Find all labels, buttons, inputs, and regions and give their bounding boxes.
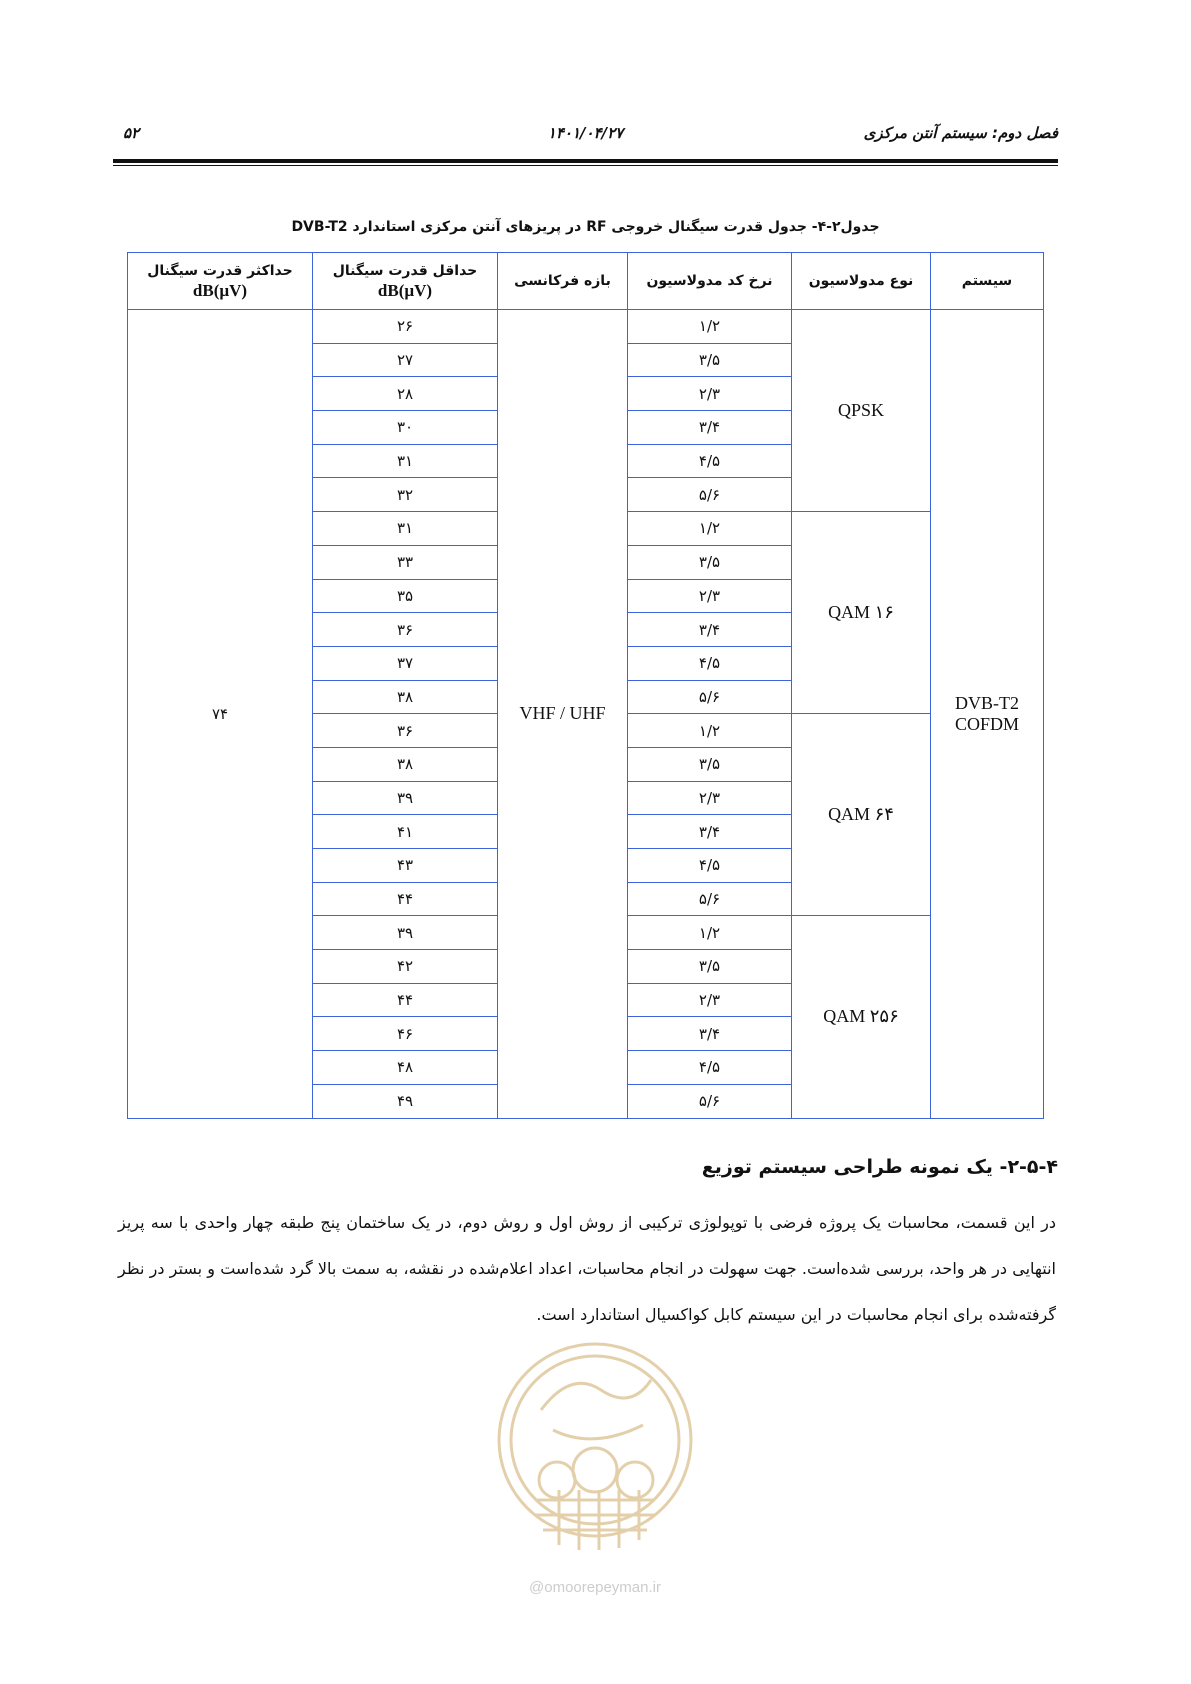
min-power-cell: ۳۹ bbox=[313, 781, 498, 815]
min-power-cell: ۳۳ bbox=[313, 545, 498, 579]
code-rate-cell: ۳/۵ bbox=[628, 747, 792, 781]
min-power-cell: ۳۸ bbox=[313, 680, 498, 714]
signal-power-table bbox=[127, 252, 1044, 1119]
header-rule-thick bbox=[113, 159, 1058, 163]
min-power-cell: ۳۱ bbox=[313, 444, 498, 478]
body-paragraph: در این قسمت، محاسبات یک پروژه فرضی با توپولوژی ترکیبی از روش اول و روش دوم، در یک ساختمان پنج طبقه چهار واحدی با سه پریز انتهایی در هر واحد، بررسی شده‌است. جهت سهولت در انجام محاسبات، اعداد اعلام‌شده در نقشه، به سمت بالا گرد شده‌است و بستر در نظر گرفته‌شده برای انجام محاسبات در این سیستم کابل کواکسیال استاندارد است. bbox=[118, 1213, 1056, 1324]
omoorepeyman-watermark-logo bbox=[483, 1330, 707, 1610]
section-title: ۲-۵-۴- یک نمونه طراحی سیستم توزیع bbox=[701, 1156, 1058, 1178]
scales-icon bbox=[539, 1462, 575, 1498]
code-rate-cell: ۴/۵ bbox=[628, 1051, 792, 1085]
modulation-cell: QPSK bbox=[792, 310, 931, 512]
code-rate-cell: ۳/۵ bbox=[628, 343, 792, 377]
min-power-cell: ۲۷ bbox=[313, 343, 498, 377]
header-code-rate: نرخ کد مدولاسیون bbox=[628, 253, 792, 310]
code-rate-cell: ۲/۳ bbox=[628, 781, 792, 815]
page-number: ۵۲ bbox=[123, 124, 140, 142]
code-rate-cell: ۳/۴ bbox=[628, 613, 792, 647]
code-rate-cell: ۴/۵ bbox=[628, 646, 792, 680]
header-min-power: حداقل قدرت سیگنال dB(µV) bbox=[313, 253, 498, 310]
page-header bbox=[113, 124, 1058, 148]
min-power-cell: ۴۸ bbox=[313, 1051, 498, 1085]
min-power-cell: ۳۲ bbox=[313, 478, 498, 512]
min-power-cell: ۴۶ bbox=[313, 1017, 498, 1051]
header-rule-thin bbox=[113, 165, 1058, 166]
max-power-cell: ۷۴ bbox=[128, 310, 313, 1119]
header-date: ۱۴۰۱/۰۴/۲۷ bbox=[547, 124, 624, 142]
watermark-script-stroke bbox=[541, 1380, 651, 1410]
frequency-range-cell: VHF / UHF bbox=[498, 310, 628, 1119]
header-max-power: حداکثر قدرت سیگنال dB(µV) bbox=[128, 253, 313, 310]
code-rate-cell: ۱/۲ bbox=[628, 310, 792, 344]
code-rate-cell: ۵/۶ bbox=[628, 1084, 792, 1118]
code-rate-cell: ۱/۲ bbox=[628, 916, 792, 950]
code-rate-cell: ۵/۶ bbox=[628, 680, 792, 714]
header-frequency-range: بازه فرکانسی bbox=[498, 253, 628, 310]
min-power-cell: ۳۶ bbox=[313, 714, 498, 748]
table-header-row bbox=[128, 253, 1044, 310]
header-modulation-type: نوع مدولاسیون bbox=[792, 253, 931, 310]
min-power-cell: ۴۴ bbox=[313, 983, 498, 1017]
code-rate-cell: ۳/۴ bbox=[628, 815, 792, 849]
code-rate-cell: ۲/۳ bbox=[628, 983, 792, 1017]
code-rate-cell: ۳/۵ bbox=[628, 950, 792, 984]
min-power-cell: ۴۹ bbox=[313, 1084, 498, 1118]
watermark-grid bbox=[535, 1490, 655, 1550]
chapter-title: فصل دوم: سیستم آنتن مرکزی bbox=[863, 124, 1058, 142]
table-caption: جدول۲-۴- جدول قدرت سیگنال خروجی RF در پریزهای آنتن مرکزی استاندارد DVB-T2 bbox=[291, 219, 880, 235]
watermark-script-stroke bbox=[553, 1425, 643, 1439]
min-power-cell: ۳۷ bbox=[313, 646, 498, 680]
min-power-cell: ۳۶ bbox=[313, 613, 498, 647]
modulation-cell: ۱۶ QAM bbox=[792, 512, 931, 714]
header-min-power-unit: dB(µV) bbox=[377, 280, 433, 300]
code-rate-cell: ۳/۴ bbox=[628, 1017, 792, 1051]
gear-icon bbox=[573, 1448, 617, 1492]
watermark-site-text: @omoorepeyman.ir bbox=[529, 1579, 661, 1596]
system-cell: DVB-T2 COFDM bbox=[931, 310, 1044, 1119]
header-max-power-unit: dB(µV) bbox=[192, 280, 248, 300]
min-power-cell: ۲۸ bbox=[313, 377, 498, 411]
min-power-cell: ۴۱ bbox=[313, 815, 498, 849]
min-power-cell: ۳۸ bbox=[313, 747, 498, 781]
table-row bbox=[128, 310, 1044, 344]
min-power-cell: ۳۹ bbox=[313, 916, 498, 950]
modulation-cell: ۲۵۶ QAM bbox=[792, 916, 931, 1118]
min-power-cell: ۳۵ bbox=[313, 579, 498, 613]
header-system: سیستم bbox=[931, 253, 1044, 310]
code-rate-cell: ۲/۳ bbox=[628, 377, 792, 411]
code-rate-cell: ۳/۵ bbox=[628, 545, 792, 579]
code-rate-cell: ۱/۲ bbox=[628, 714, 792, 748]
min-power-cell: ۴۴ bbox=[313, 882, 498, 916]
gear-icon bbox=[617, 1462, 653, 1498]
code-rate-cell: ۵/۶ bbox=[628, 882, 792, 916]
code-rate-cell: ۳/۴ bbox=[628, 411, 792, 445]
min-power-cell: ۲۶ bbox=[313, 310, 498, 344]
code-rate-cell: ۴/۵ bbox=[628, 849, 792, 883]
code-rate-cell: ۴/۵ bbox=[628, 444, 792, 478]
modulation-cell: ۶۴ QAM bbox=[792, 714, 931, 916]
code-rate-cell: ۲/۳ bbox=[628, 579, 792, 613]
min-power-cell: ۳۰ bbox=[313, 411, 498, 445]
code-rate-cell: ۵/۶ bbox=[628, 478, 792, 512]
min-power-cell: ۳۱ bbox=[313, 512, 498, 546]
min-power-cell: ۴۳ bbox=[313, 849, 498, 883]
code-rate-cell: ۱/۲ bbox=[628, 512, 792, 546]
min-power-cell: ۴۲ bbox=[313, 950, 498, 984]
